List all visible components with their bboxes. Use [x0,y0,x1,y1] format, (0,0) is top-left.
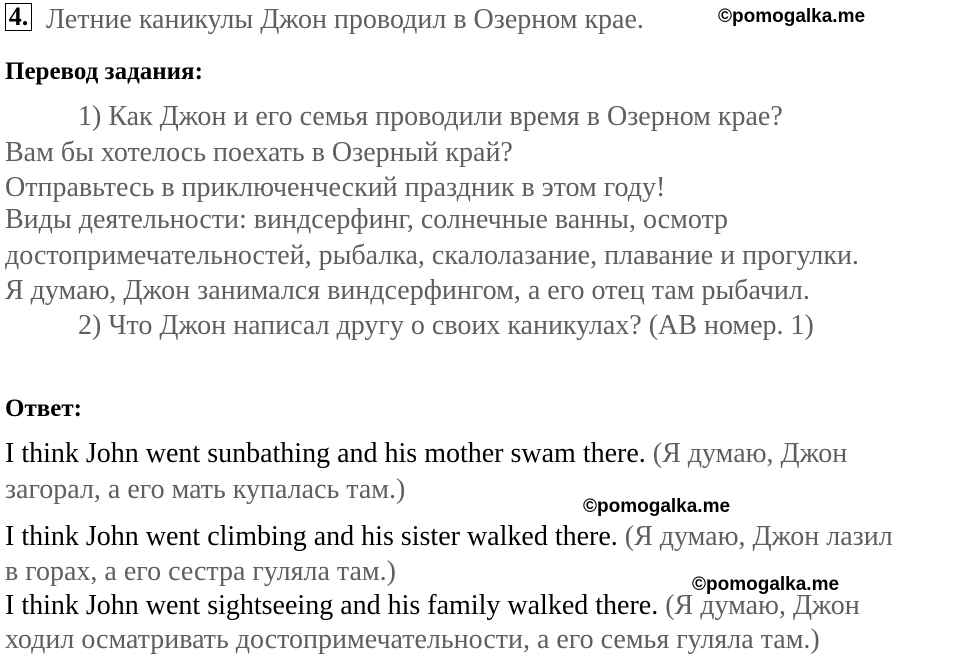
answer-english: I think John went sightseeing and his family walked there. [5,590,659,621]
translation-line: Отправьтесь в приключенческий праздник в этом году! [5,172,666,203]
answer-russian: (Я думаю, Джон [652,438,848,469]
watermark: ©pomogalka.me [718,6,866,27]
answer-russian-continued: ходил осматривать достопримечательности, а его семья гуляла там.) [5,624,820,655]
translation-line: достопримечательностей, рыбалка, скалолазание, плавание и прогулки. [5,240,859,271]
answer-heading: Ответ: [5,395,82,422]
answer-russian: (Я думаю, Джон лазил [624,521,893,552]
translation-heading: Перевод задания: [5,58,203,85]
watermark: ©pomogalka.me [583,496,731,517]
translation-line: Я думаю, Джон занимался виндсерфингом, а его отец там рыбачил. [5,275,810,306]
answer-russian-continued: загорал, а его мать купалась там.) [5,474,406,505]
translation-line: Виды деятельности: виндсерфинг, солнечные ванны, осмотр [5,204,729,235]
answer-item-1-line-1 [5,438,847,470]
task-number-box: 4. [5,3,32,31]
answer-russian: (Я думаю, Джон [665,590,860,621]
task-title: Летние каникулы Джон проводил в Озерном крае. [46,4,644,35]
translation-line: Вам бы хотелось поехать в Озерный край? [5,137,513,168]
translation-line: 1) Как Джон и его семья проводили время в Озерном крае? [78,101,783,132]
answer-english: I think John went sunbathing and his mother swam there. [5,438,646,469]
answer-english: I think John went climbing and his sister walked there. [5,521,618,552]
translation-line: 2) Что Джон написал другу о своих каникулах? (АВ номер. 1) [78,310,814,341]
watermark: ©pomogalka.me [692,574,840,595]
answer-item-3-line-1 [5,590,860,622]
answer-item-2-line-1 [5,521,893,553]
answer-russian-continued: в горах, а его сестра гуляла там.) [5,556,396,587]
